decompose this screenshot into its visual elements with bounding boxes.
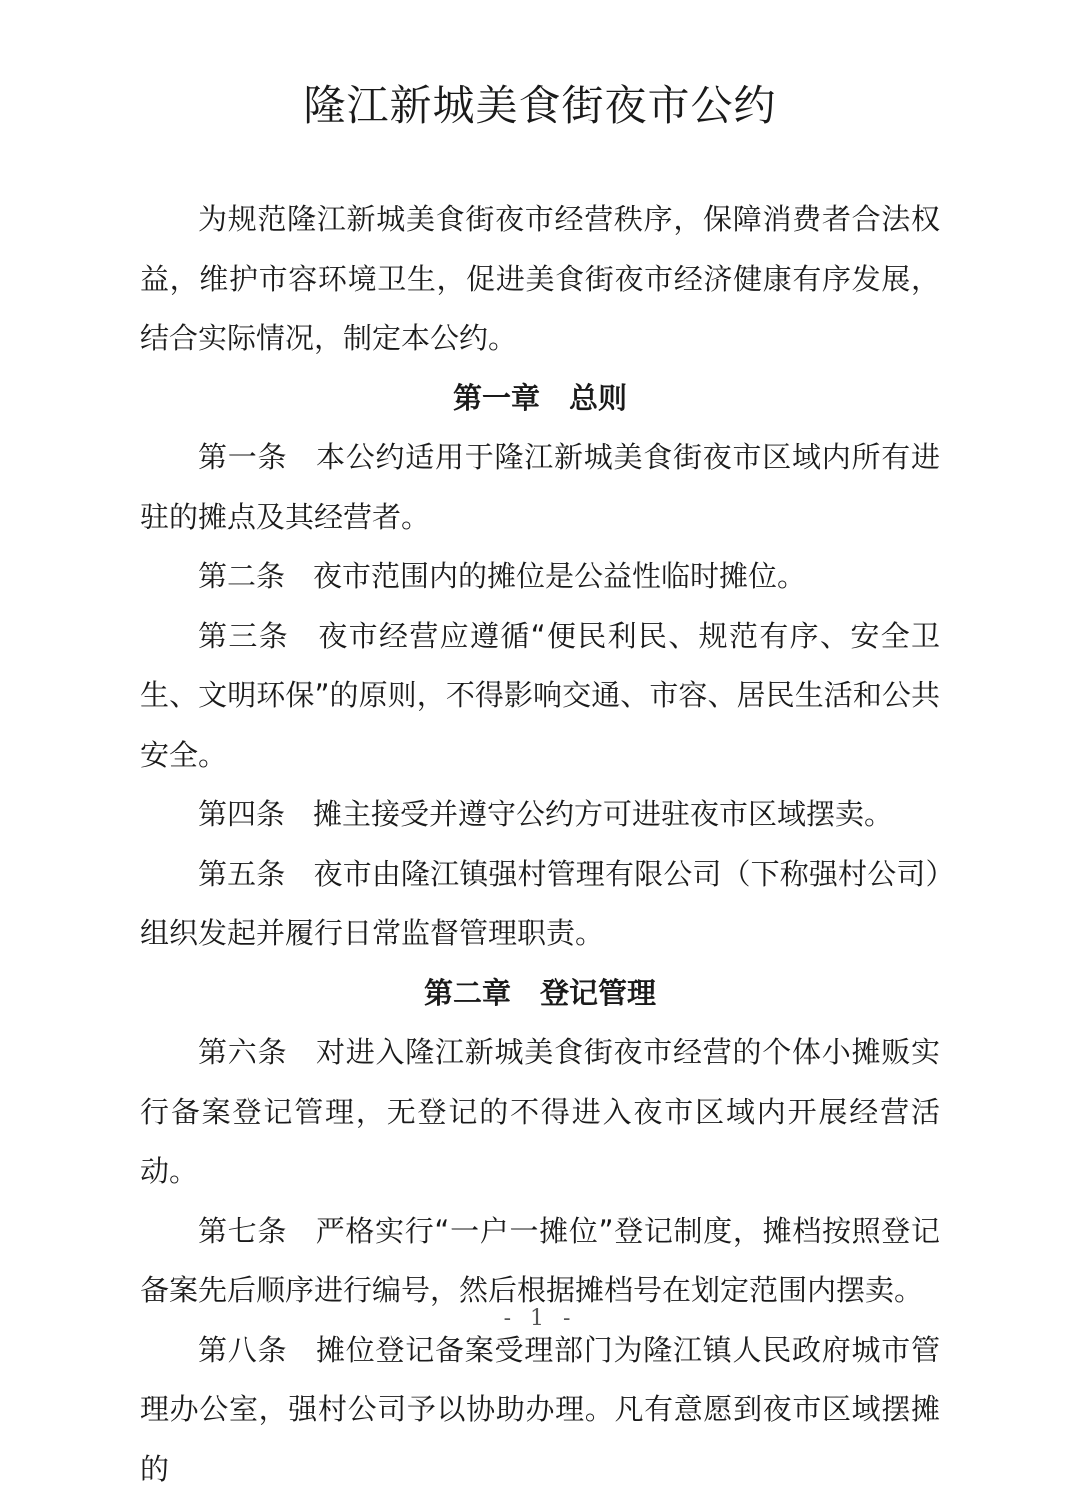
article-text-3: 夜市经营应遵循“便民利民、规范有序、安全卫生、文明环保”的原则，不得影响交通、市容、居民生活和公共安全。	[140, 619, 940, 772]
article-number-3: 第三条	[198, 619, 289, 653]
article-text-2: 夜市范围内的摊位是公益性临时摊位。	[313, 559, 806, 593]
article-number-1: 第一条	[198, 440, 287, 474]
chapter-heading-1: 第一章 总则	[140, 369, 940, 429]
article-text-5: 夜市由隆江镇强村管理有限公司（下称强村公司）组织发起并履行日常监督管理职责。	[140, 857, 940, 951]
chapter-heading-2: 第二章 登记管理	[140, 964, 940, 1024]
page-number: - 1 -	[0, 1306, 1080, 1331]
article-text-7: 严格实行“一户一摊位”登记制度，摊档按照登记备案先后顺序进行编号，然后根据摊档号在划定范围内摆卖。	[140, 1214, 940, 1308]
article-paragraph-8	[140, 1321, 940, 1499]
article-paragraph-7	[140, 1202, 940, 1321]
article-paragraph-1	[140, 428, 940, 547]
article-paragraph-6	[140, 1023, 940, 1202]
article-number-8: 第八条	[198, 1333, 287, 1367]
article-number-2: 第二条	[198, 559, 285, 593]
article-paragraph-5	[140, 845, 940, 964]
article-number-6: 第六条	[198, 1035, 287, 1069]
preamble-paragraph: 为规范隆江新城美食街夜市经营秩序，保障消费者合法权益，维护市容环境卫生，促进美食街夜市经济健康有序发展，结合实际情况，制定本公约。	[140, 190, 940, 369]
article-number-7: 第七条	[198, 1214, 287, 1248]
document-body	[140, 190, 940, 1499]
article-text-1: 本公约适用于隆江新城美食街夜市区域内所有进驻的摊点及其经营者。	[140, 440, 940, 534]
document-title: 隆江新城美食街夜市公约	[0, 78, 1080, 134]
article-paragraph-4	[140, 785, 940, 845]
article-text-6: 对进入隆江新城美食街夜市经营的个体小摊贩实行备案登记管理，无登记的不得进入夜市区域内开展经营活动。	[140, 1035, 940, 1188]
article-paragraph-2	[140, 547, 940, 607]
article-number-5: 第五条	[198, 857, 285, 891]
article-text-8: 摊位登记备案受理部门为隆江镇人民政府城市管理办公室，强村公司予以协助办理。凡有意愿到夜市区域摆摊的	[140, 1333, 940, 1486]
article-text-4: 摊主接受并遵守公约方可进驻夜市区域摆卖。	[313, 797, 893, 831]
article-number-4: 第四条	[198, 797, 285, 831]
article-paragraph-3	[140, 607, 940, 786]
